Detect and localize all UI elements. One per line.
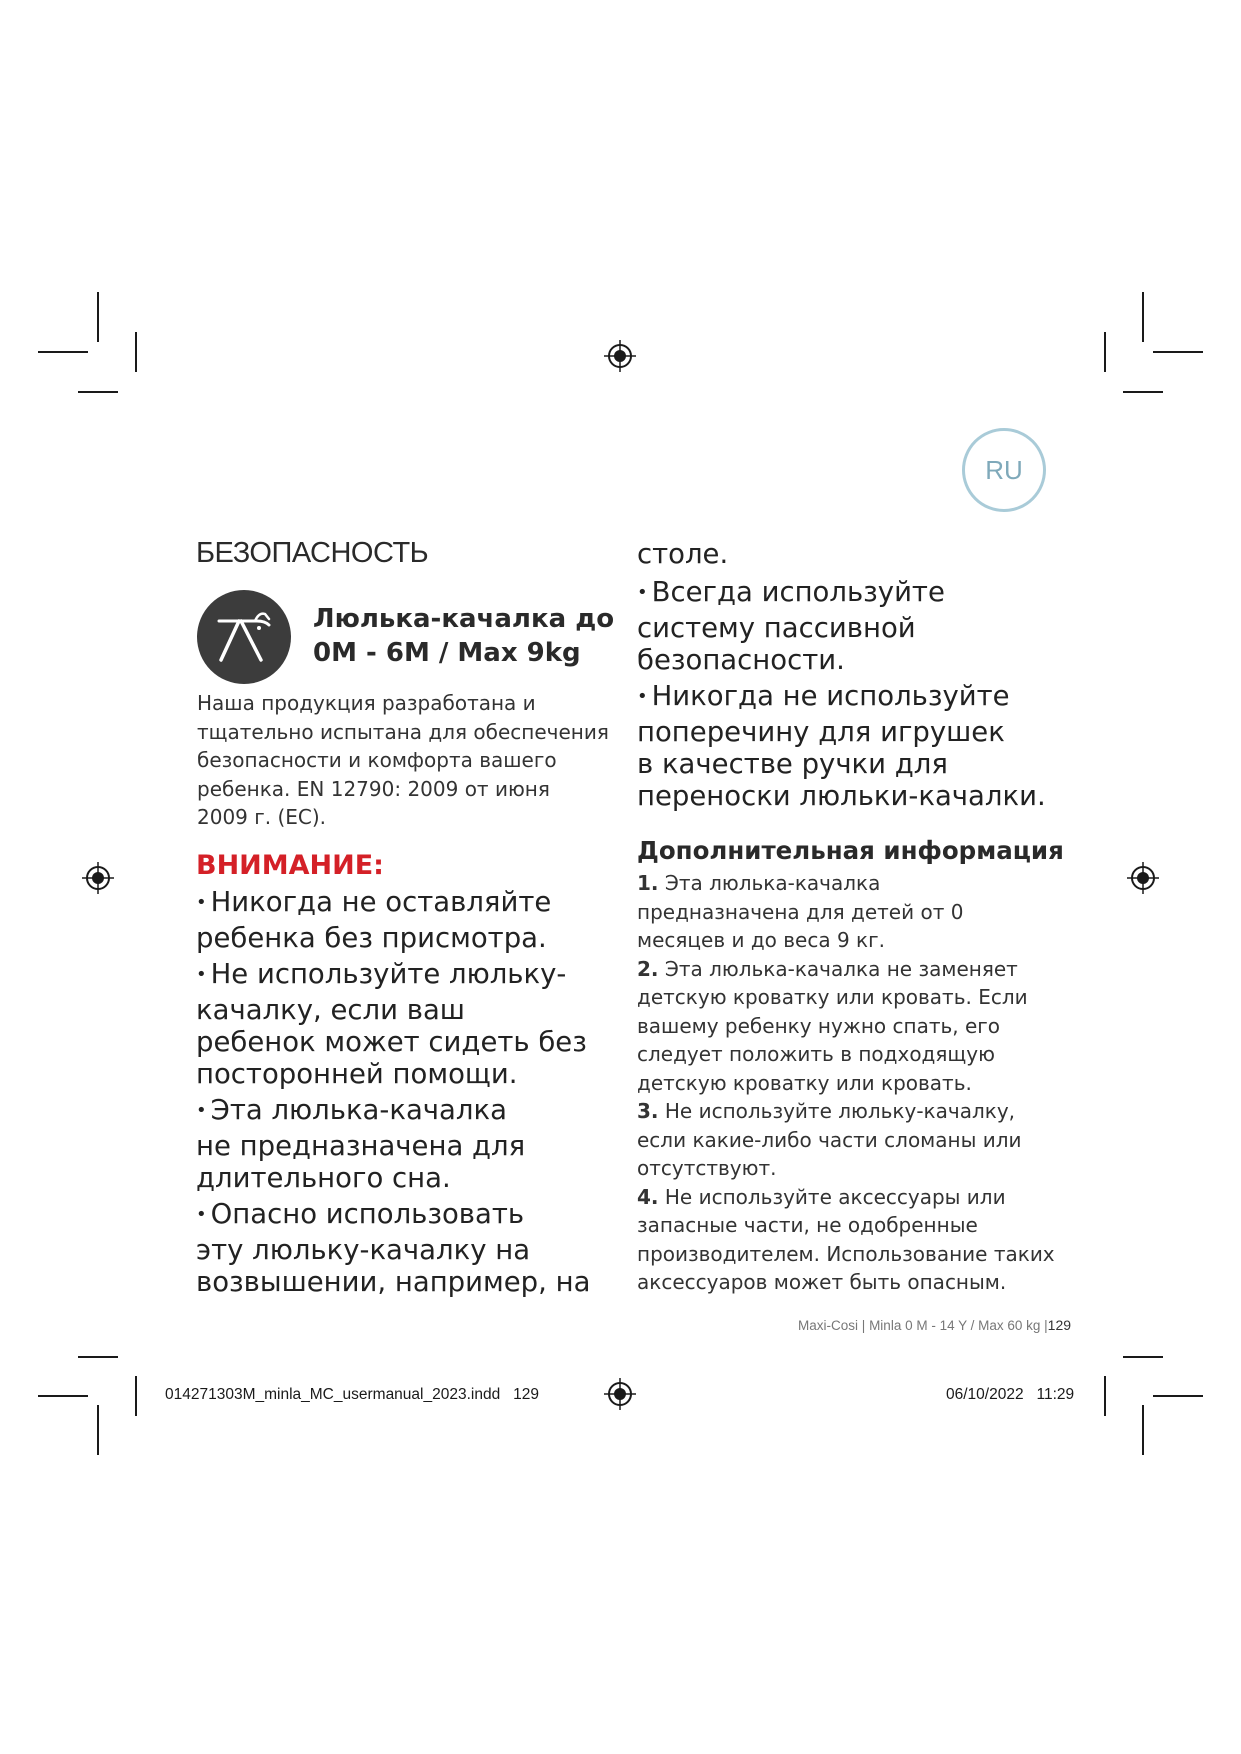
crop-mark bbox=[38, 351, 88, 353]
page-number: 129 bbox=[1047, 1317, 1072, 1333]
language-badge: RU bbox=[962, 428, 1046, 512]
product-title-line: 0M - 6M / Max 9kg bbox=[313, 638, 581, 668]
bullet: • bbox=[196, 1100, 207, 1121]
intro-line: тщательно испытана для обеспечения bbox=[197, 719, 609, 744]
footer-product: Minla 0 M - 14 Y / Max 60 kg bbox=[869, 1318, 1041, 1333]
warning-list-left bbox=[196, 886, 616, 1302]
bullet: • bbox=[196, 892, 207, 913]
warning-item: • Никогда не оставляйте ребенка без присмотра. bbox=[196, 886, 552, 954]
slug-time: 11:29 bbox=[1036, 1386, 1075, 1403]
info-list bbox=[637, 869, 1055, 1297]
slug-page: 129 bbox=[513, 1386, 539, 1403]
crop-mark bbox=[135, 1376, 137, 1416]
warning-continuation: столе. bbox=[637, 538, 729, 570]
warning-title: ВНИМАНИЕ: bbox=[196, 850, 384, 881]
footer-brand: Maxi-Cosi bbox=[798, 1318, 859, 1333]
registration-mark-icon bbox=[603, 1377, 637, 1411]
print-slug-file bbox=[165, 1386, 539, 1404]
crop-mark bbox=[1104, 1376, 1106, 1416]
crop-mark bbox=[135, 332, 137, 372]
crop-mark bbox=[78, 391, 118, 393]
warning-item: • Опасно использовать эту люльку-качалку на возвышении, например, на bbox=[196, 1198, 591, 1298]
crop-mark bbox=[1153, 1395, 1203, 1397]
warning-item: • Эта люлька-качалка не предназначена для длительного сна. bbox=[196, 1094, 526, 1194]
crop-mark bbox=[1142, 292, 1144, 342]
crop-mark bbox=[1142, 1405, 1144, 1455]
bullet: • bbox=[196, 1204, 207, 1225]
info-item: 4. Не используйте аксессуары или запасные части, не одобренные производителем. Использование таких аксессуаров может быть опасным. bbox=[637, 1184, 1055, 1294]
crop-mark bbox=[97, 292, 99, 342]
info-item: 1. Эта люлька-качалка предназначена для детей от 0 месяцев и до веса 9 кг. bbox=[637, 871, 964, 952]
crop-mark bbox=[1104, 332, 1106, 372]
info-item: 2. Эта люлька-качалка не заменяет детскую кроватку или кровать. Если вашему ребенку нужно спать, его следует положить в подходящую детскую кроватку или кровать. bbox=[637, 956, 1028, 1095]
slug-filename: 014271303M_minla_MC_usermanual_2023.indd bbox=[165, 1386, 501, 1403]
intro-line: Наша продукция разработана и bbox=[197, 691, 536, 715]
warning-item: • Не используйте люльку- качалку, если ваш ребенок может сидеть без посторонней помощи. bbox=[196, 958, 587, 1090]
info-item: 3. Не используйте люльку-качалку, если какие-либо части сломаны или отсутствуют. bbox=[637, 1099, 1022, 1180]
crop-mark bbox=[1153, 351, 1203, 353]
intro-paragraph bbox=[197, 689, 609, 832]
intro-line: ребенка. EN 12790: 2009 от июня bbox=[197, 776, 550, 801]
bullet: • bbox=[637, 582, 648, 603]
crop-mark bbox=[38, 1395, 88, 1397]
page-footer bbox=[798, 1317, 1071, 1333]
registration-mark-icon bbox=[1126, 861, 1160, 895]
footer-separator: | bbox=[861, 1318, 866, 1333]
info-item-number: 4. bbox=[637, 1184, 659, 1209]
registration-mark-icon bbox=[603, 339, 637, 373]
warning-list-right bbox=[637, 538, 1077, 816]
intro-line: безопасности и комфорта вашего bbox=[197, 748, 557, 772]
crop-mark bbox=[1123, 1356, 1163, 1358]
slug-date: 06/10/2022 bbox=[946, 1386, 1024, 1403]
intro-line: 2009 г. (ЕС). bbox=[197, 805, 327, 829]
crop-mark bbox=[78, 1356, 118, 1358]
product-title bbox=[313, 602, 614, 670]
product-title-line: Люлька-качалка до bbox=[313, 604, 615, 634]
footer-separator: | bbox=[1044, 1318, 1048, 1333]
registration-mark-icon bbox=[81, 861, 115, 895]
info-item-number: 1. bbox=[637, 871, 659, 895]
bouncer-frame-icon bbox=[197, 590, 291, 684]
info-title: Дополнительная информация bbox=[637, 836, 1064, 865]
warning-item: • Всегда используйте систему пассивной безопасности. bbox=[637, 576, 945, 676]
section-title: БЕЗОПАСНОСТЬ bbox=[196, 537, 429, 569]
warning-item: • Никогда не используйте поперечину для игрушек в качестве ручки для переноски люльки-качалки. bbox=[637, 680, 1046, 812]
crop-mark bbox=[1123, 391, 1163, 393]
bullet: • bbox=[637, 686, 648, 707]
bullet: • bbox=[196, 964, 207, 985]
info-item-number: 2. bbox=[637, 956, 659, 981]
print-slug-date bbox=[946, 1386, 1074, 1404]
crop-mark bbox=[97, 1405, 99, 1455]
info-item-number: 3. bbox=[637, 1099, 659, 1123]
